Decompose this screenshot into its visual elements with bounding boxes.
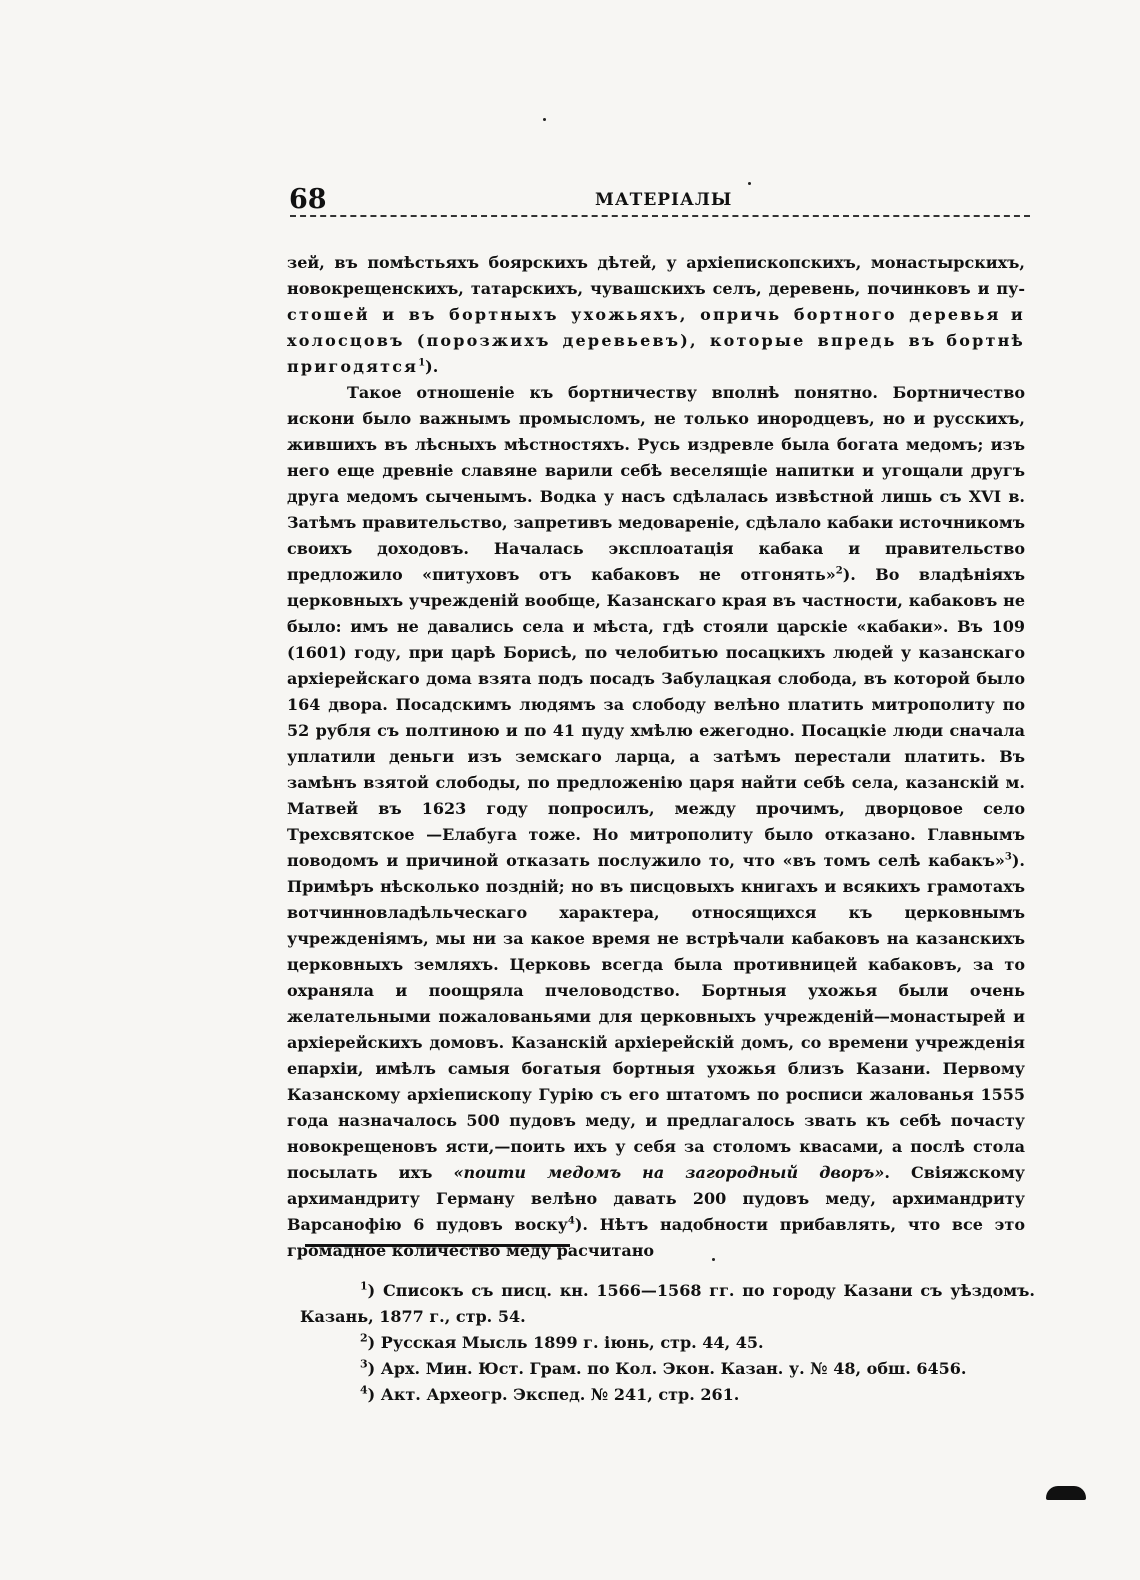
- footnote-number: 4: [360, 1383, 368, 1397]
- footnote: [300, 1330, 1035, 1356]
- footnote-number: 2: [360, 1331, 368, 1345]
- text-fragment: ). Во владѣніяхъ церковныхъ учрежденій вообще, Казанскаго края въ частности, кабаковъ не было: имъ не давались села и мѣста, гдѣ стояли царскіе «кабаки». Въ 109 (1601) году, при царѣ Борисѣ, по челобитью посацкихъ людей у казанскаго архіерейскаго дома взята подъ посадъ Забулацкая слобода, въ которой было 164 двора. Посадскимъ людямъ за слободу велѣно платить митрополиту по 52 рубля съ полтиною и по 41 пуду хмѣлю ежегодно. Посацкіе люди сначала уплатили деньги изъ земскаго ларца, а затѣмъ перестали платить. Въ замѣнъ взятой слободы, по предложенію царя найти себѣ села, казанскій м. Матвей въ 1623 году попросилъ, между прочимъ, дворцовое село Трехсвятское —Елабуга тоже. Но митрополиту было отказано. Главнымъ поводомъ и причиной отказать послужило то, что «въ томъ селѣ кабакъ»: [287, 565, 1025, 870]
- footnote-ref: 4: [567, 1215, 575, 1227]
- footnote-ref: 2: [835, 565, 843, 577]
- text-fragment: ).: [425, 357, 439, 376]
- footnote-text: ) Списокъ съ писц. кн. 1566—1568 гг. по городу Казани съ уѣздомъ. Казань, 1877 г., стр. 54.: [300, 1281, 1035, 1326]
- footnote-number: 3: [360, 1357, 368, 1371]
- text-fragment: . Свіяжскому архимандриту Герману велѣно давать 200 пудовъ меду, архимандриту Варсанофію 6 пудовъ воску: [287, 1163, 1026, 1234]
- main-text: [287, 250, 1025, 1264]
- footnote-text: ) Русская Мысль 1899 г. іюнь, стр. 44, 45.: [367, 1333, 764, 1352]
- text-fragment: ). Нѣтъ надобности прибавлять, что все это громадное количество меду расчитано: [287, 1215, 1025, 1260]
- footnote-text: ) Акт. Археогр. Экспед. № 241, стр. 261.: [367, 1385, 740, 1404]
- paragraph: [287, 380, 1025, 1264]
- text-fragment: Такое отношеніе къ бортничеству вполнѣ понятно. Бортничество искони было важнымъ промысломъ, не только инородцевъ, но и русскихъ, жившихъ въ лѣсныхъ мѣстностяхъ. Русь издревле была богата медомъ; изъ него еще древніе славяне варили себѣ веселящіе напитки и угощали другъ друга медомъ сыченымъ. Водка у насъ сдѣлалась извѣстной лишь съ XVI в. Затѣмъ правительство, запретивъ медовареніе, сдѣлало кабаки источникомъ своихъ доходовъ. Началась эксплоатація кабака и правительство предложило «питуховъ отъ кабаковъ не отгонять»: [287, 383, 1025, 584]
- text-line-spaced: стошей и въ бортныхъ ухожьяхъ, опричь бортного деревья: [287, 305, 1001, 324]
- footnote: [300, 1356, 1035, 1382]
- running-title: МАТЕРІАЛЫ: [595, 190, 733, 210]
- footnote-number: 1: [360, 1279, 368, 1293]
- text-line: новокрещенскихъ, татарскихъ, чувашскихъ селъ, деревень, починковъ и пу-: [287, 279, 1025, 298]
- scan-speck: [543, 118, 546, 121]
- footnote: [300, 1382, 1035, 1408]
- footnote: [300, 1278, 1035, 1330]
- page-header: [285, 180, 1025, 220]
- italic-quote: «поити медомъ на загородный дворъ»: [453, 1163, 885, 1182]
- footnote-rule: [305, 1244, 570, 1247]
- scan-corner-mark: [1046, 1486, 1086, 1500]
- footnote-ref: 3: [1004, 851, 1012, 863]
- footnotes: [300, 1278, 1035, 1408]
- footnote-ref: 1: [418, 357, 426, 369]
- text-line-spaced: бортнѣ пригодятся: [287, 331, 1025, 376]
- header-rule: [290, 215, 1030, 217]
- page-number: 68: [289, 184, 327, 215]
- text-line-spaced: и холосцовъ (порозжихъ деревьевъ), которые впредь въ: [287, 305, 1025, 350]
- text-fragment: ). Примѣръ нѣсколько поздній; но въ писцовыхъ книгахъ и всякихъ грамотахъ вотчинновладѣльческаго характера, относящихся къ церковнымъ учрежденіямъ, мы ни за какое время не встрѣчали кабаковъ на казанскихъ церковныхъ земляхъ. Церковь всегда была противницей кабаковъ, за то охраняла и поощряла пчеловодство. Бортныя ухожья были очень желательными пожалованьями для церковныхъ учрежденій—монастырей и архіерейскихъ домовъ. Казанскій архіерейскій домъ, со времени учрежденія епархіи, имѣлъ самыя богатыя бортныя ухожья близъ Казани. Первому Казанскому архіепископу Гурію съ его штатомъ по росписи жалованья 1555 года назначалось 500 пудовъ меду, и предлагалось звать къ себѣ почасту новокрещеновъ ясти,—поить ихъ у себя за столомъ квасами, а послѣ стола посылать ихъ: [287, 851, 1025, 1182]
- text-line: зей, въ помѣстьяхъ боярскихъ дѣтей, у архіепископскихъ, монастырскихъ,: [287, 253, 1025, 272]
- footnote-text: ) Арх. Мин. Юст. Грам. по Кол. Экон. Казан. у. № 48, обш. 6456.: [367, 1359, 967, 1378]
- paragraph-continued: [287, 250, 1025, 380]
